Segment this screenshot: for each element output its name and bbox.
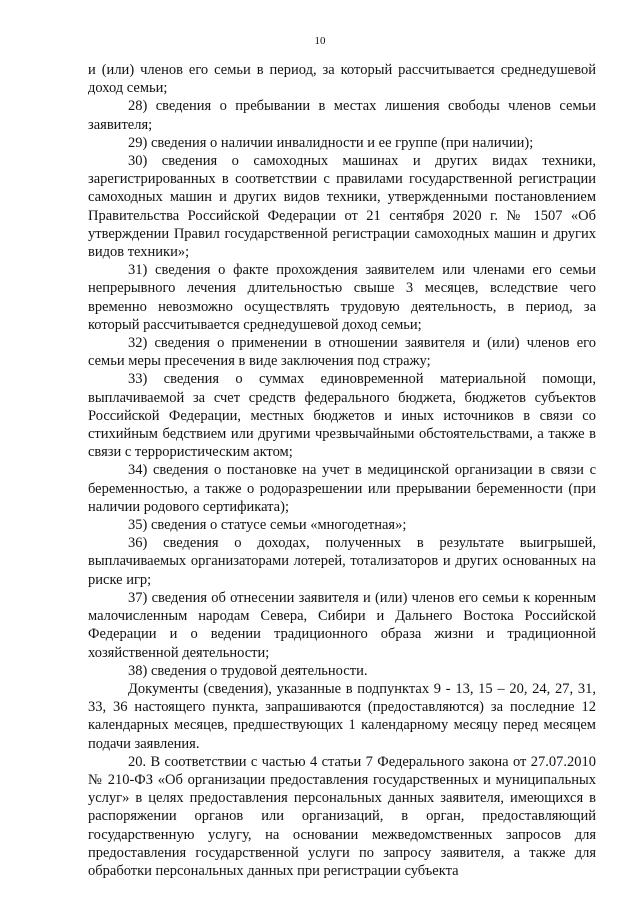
paragraph: 32) сведения о применении в отношении заявителя и (или) членов его семьи меры пресечения в виде заключения под стражу; [88,335,596,370]
paragraph: 30) сведения о самоходных машинах и других видах техники, зарегистрированных в соответствии с правилами государственной регистрации самоходных машин и других видов техники, утвержденными постановлением Правительства Российской Федерации от 21 сентября 2020 г. № 1507 «Об утверждении Правил государственной регистрации самоходных машин и других видов техники»; [88,153,596,261]
paragraph: 37) сведения об отнесении заявителя и (или) членов его семьи к коренным малочисленным народам Севера, Сибири и Дальнего Востока Российской Федерации и о ведении традиционного образа жизни и традиционной хозяйственной деятельности; [88,589,596,661]
page-number: 10 [314,35,326,47]
paragraph: 29) сведения о наличии инвалидности и ее группе (при наличии); [128,134,534,151]
paragraph: Документы (сведения), указанные в подпунктах 9 - 13, 15 – 20, 24, 27, 31, 33, 36 настоящего пункта, запрашиваются (предоставляются) за последние 12 календарных месяцев, предшествующих 1 календарному месяцу перед месяцем подачи заявления. [88,680,596,752]
paragraph: 31) сведения о факте прохождения заявителем или членами его семьи непрерывного лечения длительностью свыше 3 месяцев, вследствие чего временно невозможно осуществлять трудовую деятельность, в период, за который рассчитывается среднедушевой доход семьи; [88,262,596,333]
paragraph: 36) сведения о доходах, полученных в результате выигрышей, выплачиваемых организаторами лотерей, тотализаторов и других основанных на риске игр; [88,535,596,588]
paragraph: 28) сведения о пребывании в местах лишения свободы членов семьи заявителя; [88,98,596,133]
document-body [88,61,596,880]
paragraph: 33) сведения о суммах единовременной материальной помощи, выплачиваемой за счет средств федерального бюджета, бюджетов субъектов Российской Федерации, местных бюджетов и иных источников в связи со стихийным бедствием или другими чрезвычайными обстоятельствами, а также в связи с террористическим актом; [88,371,596,461]
paragraph: и (или) членов его семьи в период, за который рассчитывается среднедушевой доход семьи; [88,62,596,97]
paragraph: 20. В соответствии с частью 4 статьи 7 Федерального закона от 27.07.2010 № 210-ФЗ «Об организации предоставления государственных и муниципальных услуг» в целях предоставления персональных данных заявителя, имеющихся в распоряжении органов или организаций, в орган, предоставляющий государственную услугу, на основании межведомственных запросов для предоставления государственной услуги по запросу заявителя, а также для обработки персональных данных при регистрации субъекта [88,753,596,879]
paragraph: 34) сведения о постановке на учет в медицинской организации в связи с беременностью, а также о родоразрешении или прерывании беременности (при наличии родового сертификата); [88,462,596,515]
paragraph: 38) сведения о трудовой деятельности. [128,662,368,679]
paragraph: 35) сведения о статусе семьи «многодетная»; [128,517,407,534]
